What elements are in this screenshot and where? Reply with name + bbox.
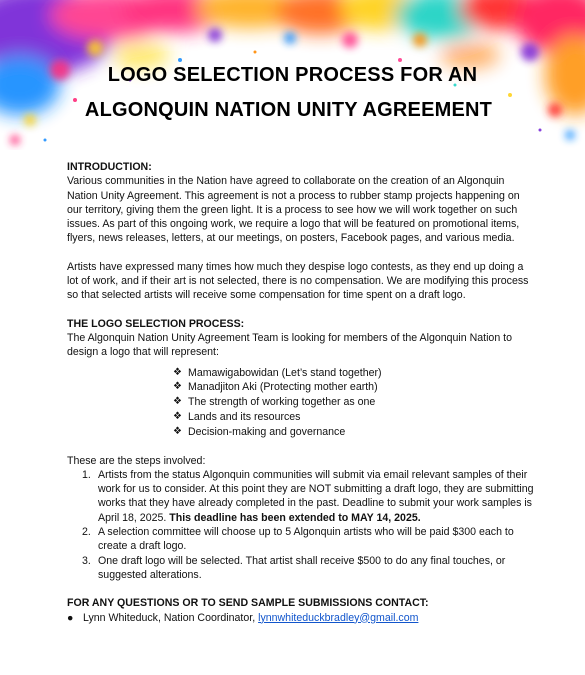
contact-list — [67, 611, 537, 625]
list-item: ❖ Lands and its resources — [173, 410, 301, 423]
steps-list — [67, 468, 537, 582]
list-item: ❖ Mamawigabowidan (Let’s stand together) — [173, 366, 382, 379]
contact-heading: FOR ANY QUESTIONS OR TO SEND SAMPLE SUBMISSIONS CONTACT: — [67, 597, 429, 610]
contact-email-link[interactable]: lynnwhiteduckbradley@gmail.com — [258, 611, 419, 624]
list-item: ❖ Manadjiton Aki (Protecting mother earth) — [173, 381, 378, 394]
deadline-extension-notice: This deadline has been extended to MAY 14, 2025. — [169, 511, 421, 524]
diamond-bullet-icon: ❖ — [173, 425, 182, 437]
introduction-paragraph-2: Artists have expressed many times how much they despise logo contests, as they end up doing a lot of work, and if their art is not selected, there is no compensation. We are modifying this process so that selected artists will receive some compensation for time spent on a draft logo. — [67, 260, 529, 302]
introduction-heading: INTRODUCTION: — [67, 161, 152, 173]
diamond-bullet-icon: ❖ — [173, 396, 182, 408]
step-item: 1. Artists from the status Algonquin communities will submit via email relevant samples of their work for us to consider. At this point they are NOT submitting a draft logo, they are submitting works that they have already completed in the past. Deadline to submit your work samples is April 18, 2025. This deadline has been extended to MAY 14, 2025. — [82, 468, 534, 524]
round-bullet-icon: ● — [67, 611, 74, 624]
introduction-paragraph-1: Various communities in the Nation have agreed to collaborate on the creation of an Algonquin Nation Unity Agreement. This agreement is not a process to rubber stamp projects happening on our territory, giving them the green light. It is a process to see how we will work together on such issues. As part of this ongoing work, we require a logo that will be featured on promotional items, flyers, news releases, letters, at our meetings, on posters, Facebook pages, and various media. — [67, 175, 520, 245]
steps-intro: These are the steps involved: — [67, 454, 206, 467]
step-item: 3. One draft logo will be selected. That artist shall receive $500 to do any final touches, or suggested alterations. — [82, 554, 506, 581]
list-item: ❖ The strength of working together as one — [173, 396, 376, 409]
list-item: ❖ Decision-making and governance — [173, 425, 346, 438]
step-item: 2. A selection committee will choose up to 5 Algonquin artists who will be paid $300 each to create a draft logo. — [82, 526, 514, 553]
document-title-line-1: LOGO SELECTION PROCESS FOR AN — [107, 64, 478, 86]
selection-process-heading: THE LOGO SELECTION PROCESS: — [67, 317, 245, 330]
selection-process-paragraph: The Algonquin Nation Unity Agreement Team is looking for members of the Algonquin Nation to design a logo that will represent: — [67, 331, 512, 359]
document-title-line-2: ALGONQUIN NATION UNITY AGREEMENT — [84, 99, 493, 121]
document-body — [67, 160, 537, 625]
diamond-bullet-icon: ❖ — [173, 366, 182, 378]
diamond-bullet-icon: ❖ — [173, 381, 182, 393]
contact-item — [67, 611, 537, 625]
diamond-bullet-icon: ❖ — [173, 410, 182, 422]
contact-name: Lynn Whiteduck, Nation Coordinator, — [83, 611, 259, 624]
logo-themes-list — [173, 366, 537, 440]
